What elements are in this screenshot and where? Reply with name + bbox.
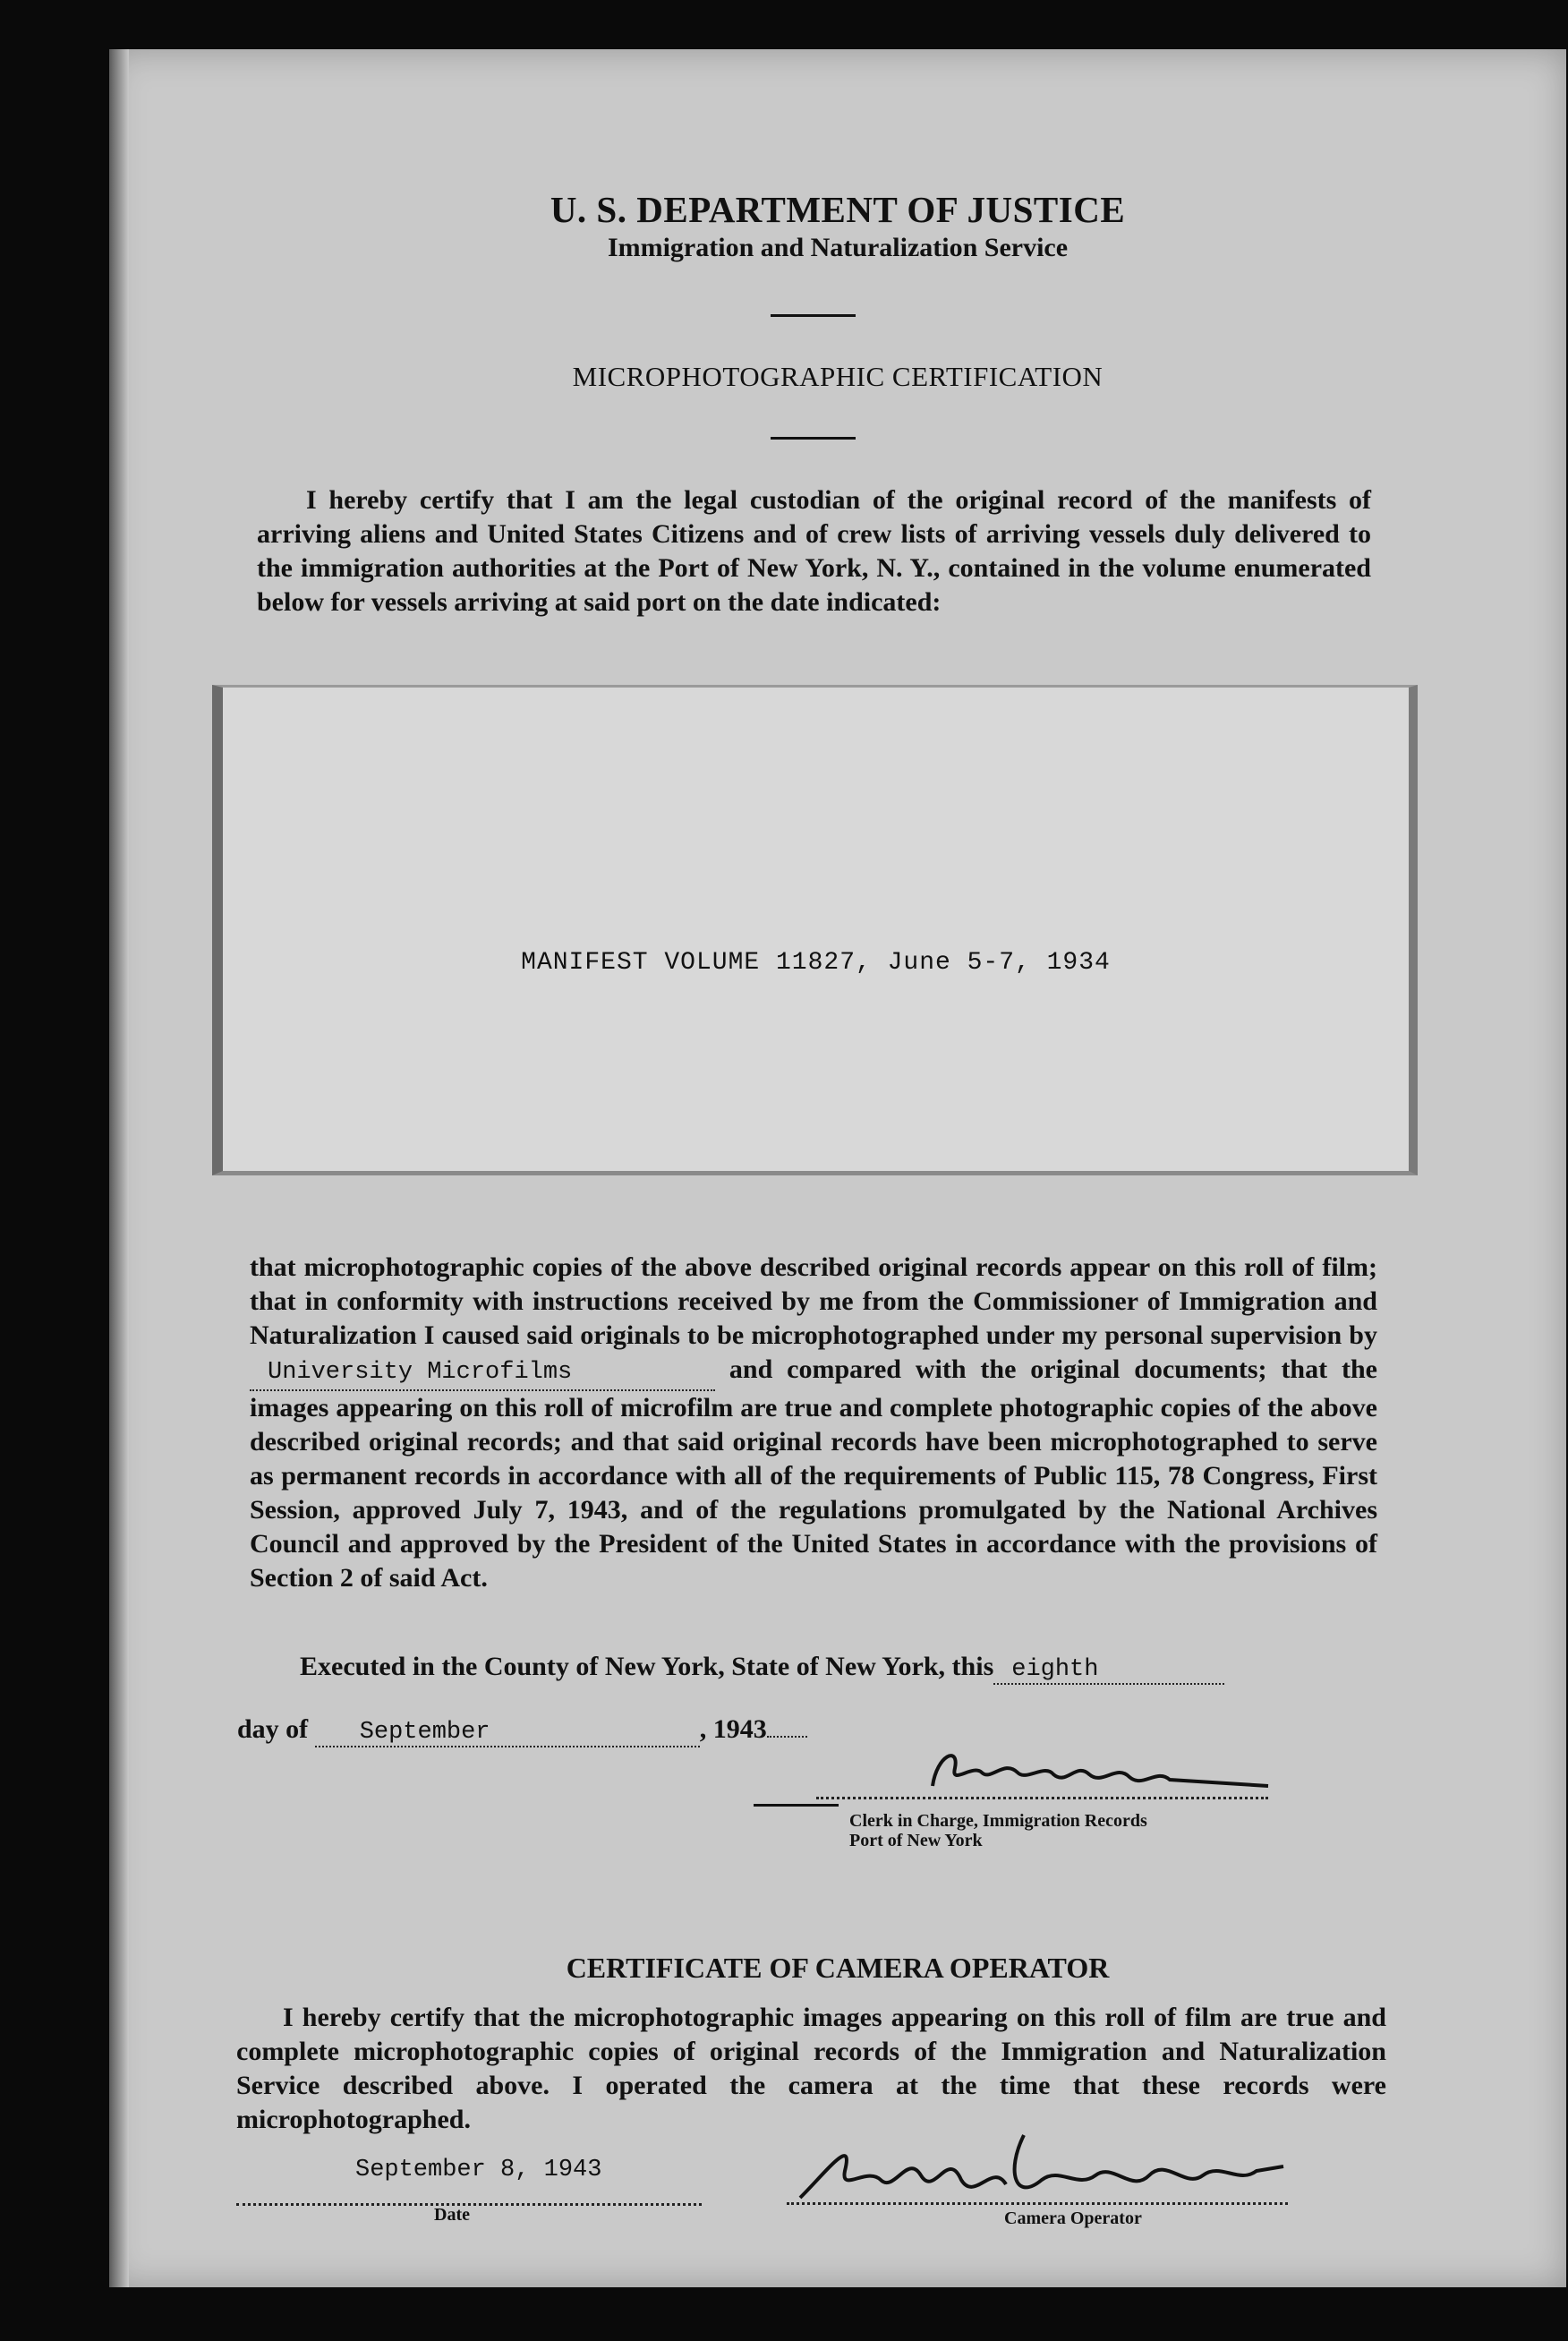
intro-text: I hereby certify that I am the legal custodian of the original record of the manifests of arriving aliens and United States Citizens and of crew lists of arriving vessels duly delivered to the immigration authorities at the Port of New York, N. Y., contained in the volume enumerated below for vessels arriving at said port on the date indicated: xyxy=(257,485,1371,617)
body-text-part2: and compared with the original documents; that the images appearing on this roll of microfilm are true and complete photographic copies of the above described original records; and that said original records have been microphotographed to serve as permanent records in accordance with all of the requirements of Public 115, 78 Congress, First Session, approved July 7, 1943, and of the regulations promulgated by the National Archives Council and approved by the President of the United States in accordance with the provisions of Section 2 of said Act. xyxy=(250,1354,1377,1593)
certification-title: MICROPHOTOGRAPHIC CERTIFICATION xyxy=(572,361,1104,392)
body-paragraph xyxy=(250,1251,1377,1595)
date-label: Date xyxy=(434,2205,470,2225)
executed-month: September xyxy=(359,1719,490,1746)
certificate-page xyxy=(109,49,1566,2287)
camera-text: I hereby certify that the microphotographic images appearing on this roll of film are true and complete microphotographic copies of original records of the Immigration and Naturalization Service described above. I operated the camera at the time that these records were microphotographed. xyxy=(236,2003,1386,2134)
clerk-signature-line xyxy=(816,1797,1268,1799)
body-text-part1: that microphotographic copies of the above described original records appear on this roll of film; that in conformity with instructions received by me from the Commissioner of Immigration and Naturalization I caused said originals to be microphotographed under my personal supervision by xyxy=(250,1252,1377,1350)
clerk-title-line2: Port of New York xyxy=(849,1831,983,1850)
clerk-signature xyxy=(919,1737,1295,1799)
agency-title: U. S. DEPARTMENT OF JUSTICE xyxy=(550,189,1126,230)
executed-line xyxy=(300,1652,1224,1685)
executed-prefix: Executed in the County of New York, State of New York, this xyxy=(300,1652,994,1681)
divider xyxy=(754,1804,839,1807)
operator-signature-line xyxy=(787,2202,1288,2205)
date-value: September 8, 1943 xyxy=(355,2157,602,2183)
filmed-by-value: University Microfilms xyxy=(268,1359,573,1386)
volume-text: MANIFEST VOLUME 11827, June 5-7, 1934 xyxy=(521,949,1111,977)
year-digit: 3 xyxy=(753,1714,767,1744)
day-of-line xyxy=(237,1714,807,1747)
divider xyxy=(771,314,856,317)
clerk-title xyxy=(849,1811,1147,1850)
clerk-title-line1: Clerk in Charge, Immigration Records xyxy=(849,1811,1147,1831)
operator-signature xyxy=(791,2117,1292,2216)
volume-box xyxy=(212,685,1418,1175)
divider xyxy=(771,437,856,440)
operator-label: Camera Operator xyxy=(1004,2209,1142,2228)
intro-paragraph xyxy=(257,483,1371,619)
year-prefix: , 194 xyxy=(699,1714,754,1744)
service-subtitle: Immigration and Naturalization Service xyxy=(607,233,1069,262)
camera-certificate-title: CERTIFICATE OF CAMERA OPERATOR xyxy=(566,1952,1110,1984)
day-of-label: day of xyxy=(237,1714,309,1744)
executed-day: eighth xyxy=(1011,1656,1099,1683)
